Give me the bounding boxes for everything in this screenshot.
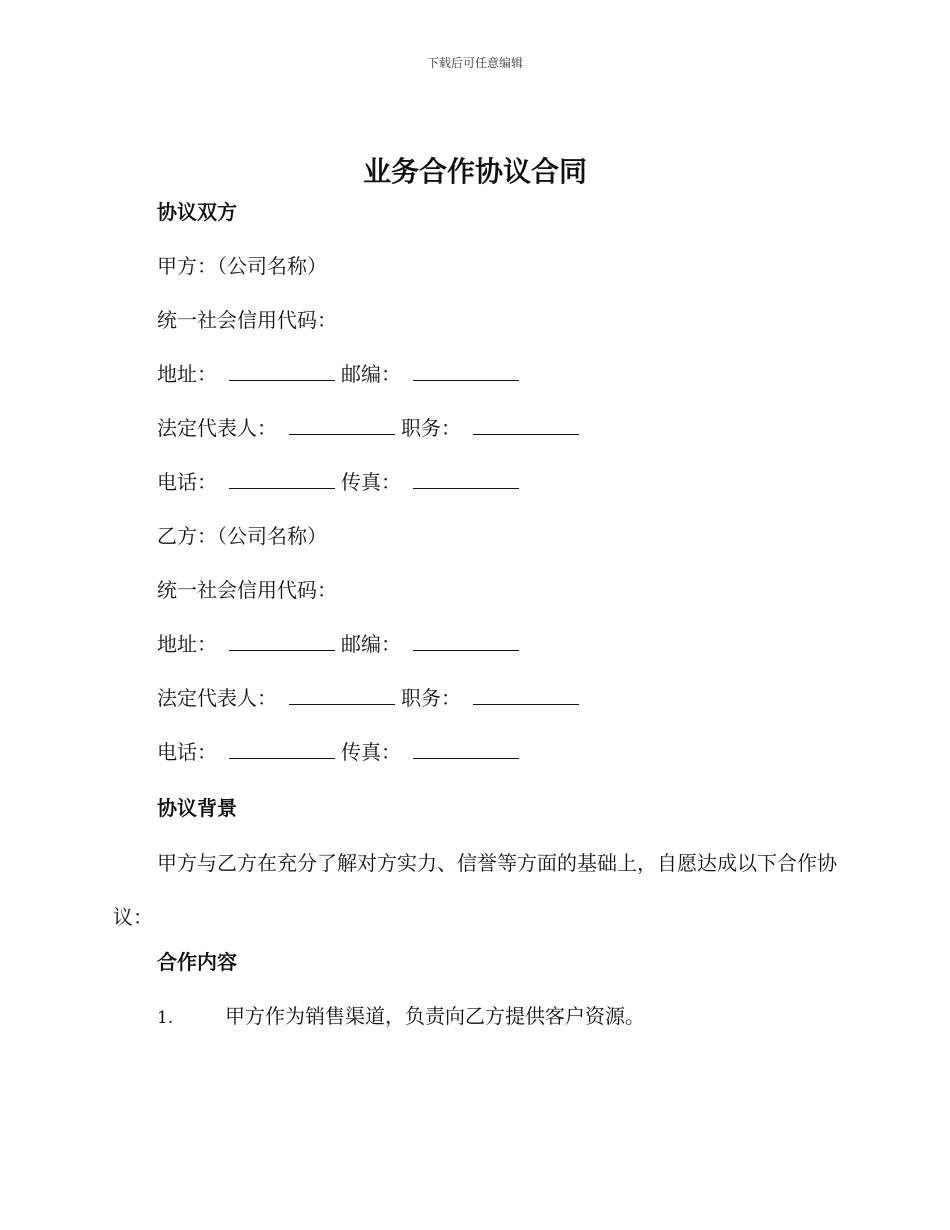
fax-blank [413, 738, 519, 759]
party-b-credit-code: 统一社会信用代码： [157, 578, 337, 602]
rep-label: 法定代表人： [157, 416, 277, 440]
party-b-name: 乙方：（公司名称） [157, 524, 327, 548]
list-item-text: 甲方作为销售渠道，负责向乙方提供客户资源。 [225, 1004, 645, 1028]
phone-label: 电话： [157, 740, 217, 764]
party-b-rep-row [157, 684, 585, 712]
party-b-phone-row [157, 738, 525, 766]
header-note: 下载后可任意编辑 [426, 56, 523, 70]
address-label: 地址： [157, 362, 217, 386]
position-blank [473, 684, 579, 705]
postcode-blank [413, 630, 519, 651]
position-label: 职务： [401, 416, 461, 440]
rep-blank [289, 684, 395, 705]
phone-blank [229, 738, 335, 759]
rep-blank [289, 414, 395, 435]
rep-label: 法定代表人： [157, 686, 277, 710]
position-blank [473, 414, 579, 435]
postcode-blank [413, 360, 519, 381]
party-a-phone-row [157, 468, 525, 496]
document-title: 业务合作协议合同 [362, 155, 587, 188]
address-blank [229, 360, 335, 381]
address-blank [229, 630, 335, 651]
content-list-item [157, 1002, 645, 1032]
party-a-name: 甲方：（公司名称） [157, 254, 327, 278]
party-a-address-row [157, 360, 525, 388]
party-a-credit-code: 统一社会信用代码： [157, 308, 337, 332]
postcode-label: 邮编： [341, 632, 401, 656]
position-label: 职务： [401, 686, 461, 710]
fax-label: 传真： [341, 470, 401, 494]
background-paragraph: 甲方与乙方在充分了解对方实力、信誉等方面的基础上，自愿达成以下合作协议： [113, 851, 837, 929]
address-label: 地址： [157, 632, 217, 656]
list-item-number: 1. [157, 1008, 174, 1028]
party-a-rep-row [157, 414, 585, 442]
phone-label: 电话： [157, 470, 217, 494]
section-heading-background: 协议背景 [157, 796, 237, 820]
phone-blank [229, 468, 335, 489]
party-b-address-row [157, 630, 525, 658]
fax-label: 传真： [341, 740, 401, 764]
section-heading-content: 合作内容 [157, 950, 237, 974]
postcode-label: 邮编： [341, 362, 401, 386]
section-heading-parties: 协议双方 [157, 200, 237, 224]
fax-blank [413, 468, 519, 489]
